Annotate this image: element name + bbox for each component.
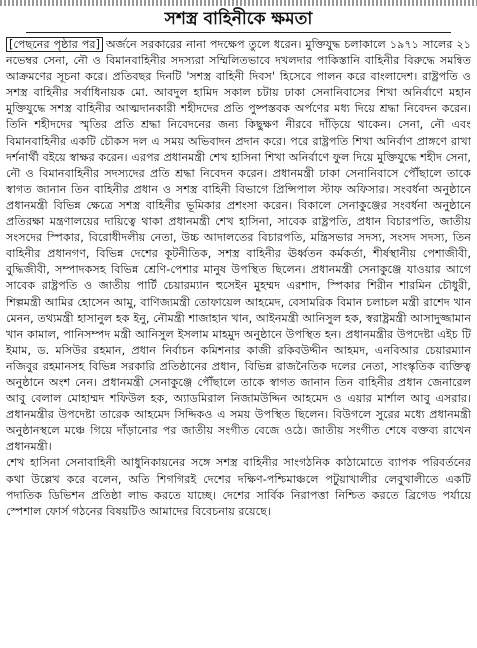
article-body [6,37,471,643]
article-headline: সশস্ত্র বাহিনীকে ক্ষমতা [164,9,313,29]
previous-article-edge [0,0,477,6]
headline-divider [26,32,451,33]
paragraph-1 [6,37,471,455]
article-paragraphs [6,37,471,520]
paragraph-2 [6,455,471,519]
continued-from-back-page-label: [পেছনের পৃষ্ঠার পর] [6,37,103,52]
paragraph-1-text: অর্জনে সরকারের নানা পদক্ষেপ তুলে ধরেন। মুক্তিযুদ্ধ চলাকালে ১৯৭১ সালের ২১ নভেম্বর সেনা, নৌ ও বিমানবাহিনীর সদস্যরা সম্মিলিতভাবে দখলদার পাকিস্তানি বাহিনীর বিরুদ্ধে সমন্বিত আক্রমণের সূচনা করে। প্রতিবছর দিনটি 'সশস্ত্র বাহিনী দিবস' হিসেবে পালন করে বাংলাদেশ। রাষ্ট্রপতি ও সশস্ত্র বাহিনীর সর্বাধিনায়ক মো. আবদুল হামিদ সকাল চটায় ঢাকা সেনানিবাসের শিখা অনির্বাণে মহান মুক্তিযুদ্ধে সশস্ত্র বাহিনীর আত্মদানকারী শহীদদের প্রতি পুষ্পস্তবক অর্পণের মধ্য দিয়ে শ্রদ্ধা নিবেদন করেন। তিনি শহীদদের স্মৃতির প্রতি শ্রদ্ধা নিবেদনের জন্য কিছুক্ষণ নীরবে দাঁড়িয়ে থাকেন। সেনা, নৌ এবং বিমানবাহিনীর একটি চৌকস দল এ সময় অভিবাদন প্রদান করে। পরে রাষ্ট্রপতি শিখা অনির্বাণ প্রাঙ্গণে রাখা দর্শনার্থী বইয়ে স্বাক্ষর করেন। এরপর প্রধানমন্ত্রী শেখ হাসিনা শিখা অনির্বাণে ফুল দিয়ে মুক্তিযুদ্ধে শহীদ সেনা, নৌ ও বিমানবাহিনীর সদস্যদের প্রতি শ্রদ্ধা নিবেদন করেন। প্রধানমন্ত্রী ঢাকা সেনানিবাসে পৌঁছালে তাকে স্বাগত জানান তিন বাহিনীর প্রধান ও সশস্ত্র বাহিনী বিভাগে প্রিন্সিপাল স্টাফ অফিসার। সংবর্ধনা অনুষ্ঠানে প্রধানমন্ত্রী বিভিন্ন ক্ষেত্রে সশস্ত্র বাহিনীর ভূমিকার প্রশংসা করেন। বিকালে সেনাকুঞ্জের সংবর্ধনা অনুষ্ঠানে প্রতিরক্ষা মন্ত্রণালয়ের দায়িত্বে থাকা প্রধানমন্ত্রী শেখ হাসিনা, সাবেক রাষ্ট্রপতি, প্রধান বিচারপতি, জাতীয় সংসদের স্পিকার, বিরোধীদলীয় নেতা, উচ্চ আদালতের বিচারপতি, মন্ত্রিসভার সদস্য, সংসদ সদস্য, তিন বাহিনীর প্রধানগণ, বিভিন্ন দেশের কূটনীতিক, সশস্ত্র বাহিনীর ঊর্ধ্বতন কর্মকর্তা, শীর্ষস্থানীয় পেশাজীবী, বুদ্ধিজীবী, সম্পাদকসহ বিভিন্ন শ্রেণি-পেশার মানুষ উপস্থিত ছিলেন। প্রধানমন্ত্রী সেনাকুঞ্জে যাওয়ার আগে সাবেক রাষ্ট্রপতি ও জাতীয় পার্টি চেয়ারম্যান হুসেইন মুহম্মদ এরশাদ, স্পিকার শিরীন শারমিন চৌধুরী, শিল্পমন্ত্রী আমির হোসেন আমু, বাণিজ্যমন্ত্রী তোফায়েল আহমেদ, বেসামরিক বিমান চলাচল মন্ত্রী রাশেদ খান মেনন, তথ্যমন্ত্রী হাসানুল হক ইনু, নৌমন্ত্রী শাজাহান খান, আইনমন্ত্রী আনিসুল হক, স্বরাষ্ট্রমন্ত্রী আসাদুজ্জামান খান কামাল, পানিসম্পদ মন্ত্রী আনিসুল ইসলাম মাহমুদ অনুষ্ঠানে উপস্থিত হন। প্রধানমন্ত্রীর উপদেষ্টা এইচ টি ইমাম, ড. মসিউর রহমান, প্রধান নির্বাচন কমিশনার কাজী রকিবউদ্দীন আহমদ, এনবিআর চেয়ারম্যান নজিবুর রহমানসহ বিভিন্ন সরকারি প্রতিষ্ঠানের প্রধান, বিভিন্ন রাজনৈতিক দলের নেতা, সাংস্কৃতিক ব্যক্তিত্ব অনুষ্ঠানে অংশ নেন। প্রধানমন্ত্রী সেনাকুঞ্জে পৌঁছালে তাকে স্বাগত জানান তিন বাহিনীর প্রধান জেনারেল আবু বেলাল মোহাম্মদ শফিউল হক, অ্যাডমিরাল নিজামউদ্দিন আহমেদ ও এয়ার মার্শাল আবু এসরার। প্রধানমন্ত্রীর উপদেষ্টা তারেক আহমেদ সিদ্দিকও এ সময় উপস্থিত ছিলেন। বিউগলে সুরের মধ্যে প্রধানমন্ত্রী অনুষ্ঠানস্থলে মঞ্চে গিয়ে দাঁড়ানোর পর জাতীয় সংগীত বেজে ওঠে। জাতীয় সংগীত শেষে বক্তব্য রাখেন প্রধানমন্ত্রী। [6,38,471,454]
paragraph-2-text: শেখ হাসিনা সেনাবাহিনী আধুনিকায়নের সঙ্গে সশস্ত্র বাহিনীর সাংগঠনিক কাঠামোতে ব্যাপক পরিবর্তনের কথা উল্লেখ করে বলেন, অতি শিগগিরই দেশের দক্ষিণ-পশ্চিমাঞ্চলে পটুয়াখালীর লেবুখালীতে একটি পদাতিক ডিভিশন প্রতিষ্ঠা লাভ করতে যাচ্ছে। দেশের সার্বিক নিরাপত্তা নিশ্চিত করতে ব্রিগেড পর্যায়ে স্পেশাল ফোর্স গঠনের বিষয়টিও আমাদের বিবেচনায় রয়েছে। [6,456,471,518]
